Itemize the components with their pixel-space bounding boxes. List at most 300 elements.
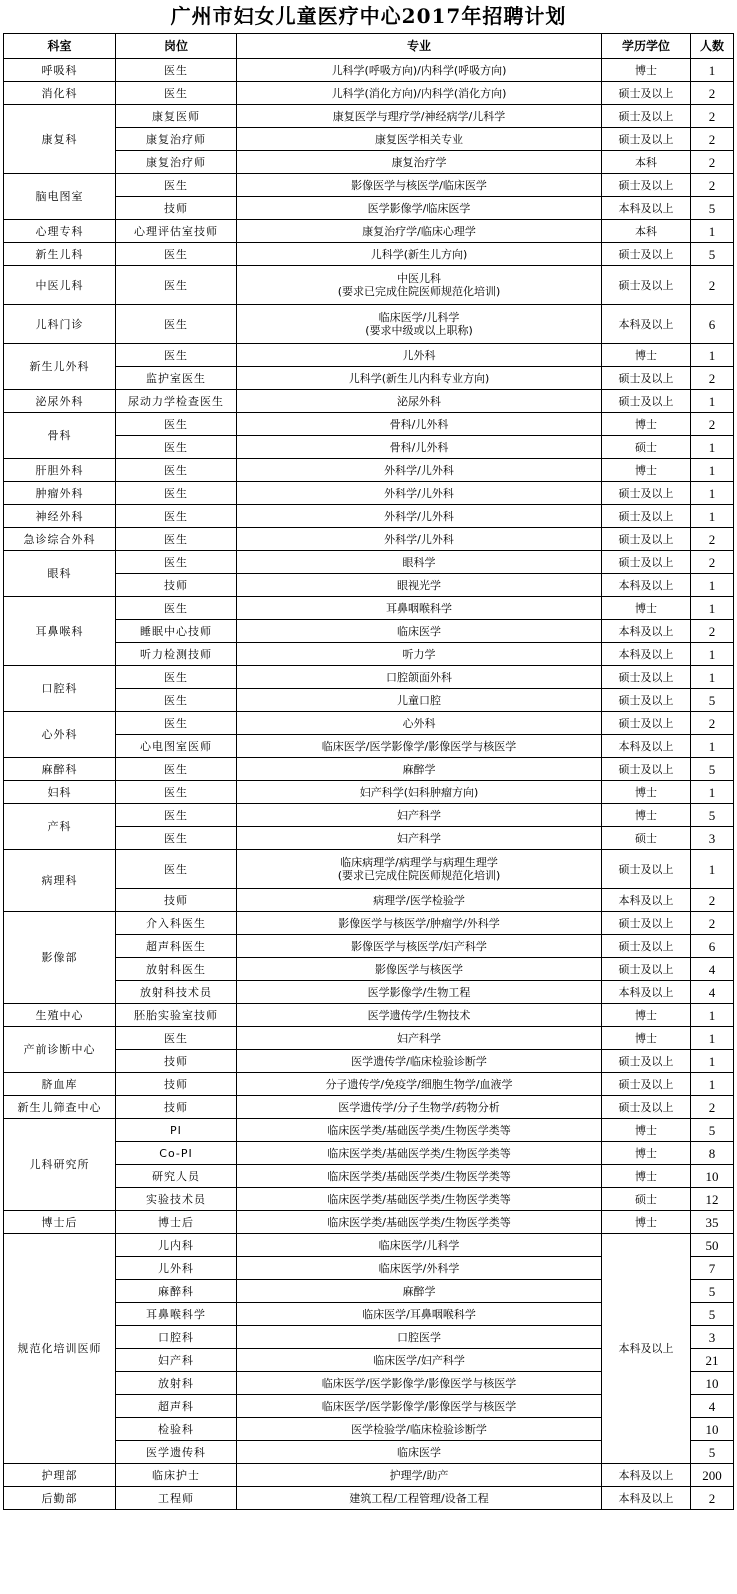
cell-post: 实验技术员 [116, 1188, 237, 1211]
cell-count: 5 [691, 804, 734, 827]
cell-post: 睡眠中心技师 [116, 620, 237, 643]
cell-major [237, 1395, 602, 1418]
cell-dept: 规范化培训医师 [4, 1234, 116, 1464]
cell-major [237, 620, 602, 643]
cell-degree: 硕士 [602, 1188, 691, 1211]
cell-post: 医生 [116, 82, 237, 105]
cell-count: 2 [691, 367, 734, 390]
cell-count: 50 [691, 1234, 734, 1257]
cell-major [237, 981, 602, 1004]
cell-major [237, 1165, 602, 1188]
cell-major [237, 1027, 602, 1050]
cell-degree: 硕士及以上 [602, 390, 691, 413]
cell-degree: 本科及以上 [602, 643, 691, 666]
cell-count: 1 [691, 643, 734, 666]
major-line: 临床医学类/基础医学类/生物医学类等 [327, 1192, 511, 1206]
cell-major [237, 781, 602, 804]
cell-dept: 妇科 [4, 781, 116, 804]
cell-post: 医生 [116, 505, 237, 528]
cell-major [237, 804, 602, 827]
cell-post: 胚胎实验室技师 [116, 1004, 237, 1027]
major-line: 建筑工程/工程管理/设备工程 [349, 1491, 489, 1505]
cell-count: 1 [691, 666, 734, 689]
cell-count: 2 [691, 1096, 734, 1119]
cell-count: 2 [691, 1487, 734, 1510]
major-line: 泌尿外科 [397, 394, 441, 408]
cell-dept: 产科 [4, 804, 116, 850]
cell-degree: 硕士及以上 [602, 758, 691, 781]
cell-dept: 新生儿外科 [4, 344, 116, 390]
cell-dept: 肝胆外科 [4, 459, 116, 482]
major-line: 外科学/儿外科 [384, 463, 454, 477]
cell-count: 7 [691, 1257, 734, 1280]
cell-post: 医生 [116, 174, 237, 197]
cell-post: 技师 [116, 197, 237, 220]
cell-count: 1 [691, 344, 734, 367]
cell-post: 医生 [116, 243, 237, 266]
major-line: 临床医学/儿科学 [378, 1238, 460, 1252]
cell-degree: 博士 [602, 1211, 691, 1234]
cell-degree: 硕士及以上 [602, 128, 691, 151]
table-row [4, 1027, 734, 1050]
cell-post: 医生 [116, 758, 237, 781]
cell-major [237, 1073, 602, 1096]
cell-degree: 本科及以上 [602, 574, 691, 597]
major-line: 妇产科学 [397, 808, 441, 822]
cell-count: 2 [691, 151, 734, 174]
cell-count: 2 [691, 174, 734, 197]
table-row [4, 781, 734, 804]
cell-count: 1 [691, 781, 734, 804]
cell-degree: 硕士及以上 [602, 935, 691, 958]
cell-dept: 神经外科 [4, 505, 116, 528]
major-line: 耳鼻咽喉科学 [386, 601, 452, 615]
cell-dept: 麻醉科 [4, 758, 116, 781]
cell-major [237, 197, 602, 220]
major-line: 医学影像学/临床医学 [367, 201, 471, 215]
cell-major [237, 1349, 602, 1372]
major-line: 康复医学与理疗学/神经病学/儿科学 [332, 109, 506, 123]
major-line: 临床医学/外科学 [378, 1261, 460, 1275]
cell-post: 麻醉科 [116, 1280, 237, 1303]
major-line: 医学影像学/生物工程 [367, 985, 471, 999]
cell-count: 1 [691, 850, 734, 889]
table-row [4, 413, 734, 436]
cell-post: 技师 [116, 889, 237, 912]
cell-count: 5 [691, 689, 734, 712]
cell-degree: 博士 [602, 804, 691, 827]
major-line: 临床医学/医学影像学/影像医学与核医学 [321, 1399, 517, 1413]
table-header-row [4, 34, 734, 59]
table-row [4, 666, 734, 689]
table-row [4, 344, 734, 367]
cell-count: 1 [691, 1004, 734, 1027]
cell-major [237, 482, 602, 505]
cell-degree: 硕士及以上 [602, 689, 691, 712]
major-line: 儿童口腔 [397, 693, 441, 707]
major-line: 临床医学类/基础医学类/生物医学类等 [327, 1146, 511, 1160]
cell-degree: 硕士及以上 [602, 82, 691, 105]
cell-post: 医生 [116, 666, 237, 689]
table-row [4, 390, 734, 413]
cell-post: 尿动力学检查医生 [116, 390, 237, 413]
cell-dept: 产前诊断中心 [4, 1027, 116, 1073]
cell-count: 5 [691, 1280, 734, 1303]
cell-post: 心电图室医师 [116, 735, 237, 758]
table-row [4, 1211, 734, 1234]
cell-count: 1 [691, 482, 734, 505]
table-row [4, 912, 734, 935]
cell-major [237, 689, 602, 712]
major-line: 外科学/儿外科 [384, 486, 454, 500]
cell-major [237, 105, 602, 128]
table-row [4, 59, 734, 82]
major-line: 病理学/医学检验学 [373, 893, 465, 907]
cell-count: 3 [691, 1326, 734, 1349]
cell-degree: 硕士及以上 [602, 912, 691, 935]
cell-degree: 本科及以上 [602, 889, 691, 912]
major-line: 医学检验学/临床检验诊断学 [351, 1422, 487, 1436]
major-line: 麻醉学 [402, 1284, 436, 1298]
major-line: 医学遗传学/分子生物学/药物分析 [338, 1100, 500, 1114]
cell-post: 技师 [116, 1050, 237, 1073]
major-line: 影像医学与核医学/肿瘤学/外科学 [338, 916, 500, 930]
cell-post: 医生 [116, 266, 237, 305]
cell-major [237, 1142, 602, 1165]
cell-dept: 影像部 [4, 912, 116, 1004]
major-line: 临床医学类/基础医学类/生物医学类等 [327, 1169, 511, 1183]
cell-count: 2 [691, 551, 734, 574]
major-line: 医学遗传学/临床检验诊断学 [351, 1054, 487, 1068]
cell-post: 医生 [116, 436, 237, 459]
table-row [4, 1487, 734, 1510]
table-row [4, 174, 734, 197]
cell-major [237, 220, 602, 243]
cell-post: 检验科 [116, 1418, 237, 1441]
major-note: (要求已完成住院医师规范化培训) [337, 869, 501, 882]
cell-count: 1 [691, 390, 734, 413]
cell-major [237, 1418, 602, 1441]
cell-count: 5 [691, 1303, 734, 1326]
major-line: 护理学/助产 [389, 1468, 449, 1482]
cell-post: Co-PI [116, 1142, 237, 1165]
cell-degree: 博士 [602, 59, 691, 82]
cell-count: 1 [691, 459, 734, 482]
table-row [4, 266, 734, 305]
cell-count: 2 [691, 620, 734, 643]
cell-dept: 急诊综合外科 [4, 528, 116, 551]
cell-degree: 本科及以上 [602, 1487, 691, 1510]
cell-degree: 硕士及以上 [602, 666, 691, 689]
cell-count: 1 [691, 1073, 734, 1096]
cell-count: 1 [691, 597, 734, 620]
table-row [4, 1464, 734, 1487]
cell-major [237, 643, 602, 666]
major-line: 妇产科学(妇科肿瘤方向) [359, 785, 479, 799]
cell-degree: 本科及以上 [602, 735, 691, 758]
cell-post: 放射科 [116, 1372, 237, 1395]
cell-major [237, 266, 602, 305]
major-line: 临床医学 [397, 624, 441, 638]
table-row [4, 528, 734, 551]
cell-post: 医生 [116, 459, 237, 482]
cell-degree: 硕士及以上 [602, 1050, 691, 1073]
cell-count: 6 [691, 305, 734, 344]
cell-post: 放射科技术员 [116, 981, 237, 1004]
cell-degree: 硕士及以上 [602, 850, 691, 889]
major-line: 口腔颌面外科 [386, 670, 452, 684]
cell-dept: 口腔科 [4, 666, 116, 712]
major-line: 临床医学 [397, 1445, 441, 1459]
cell-major [237, 82, 602, 105]
table-row [4, 850, 734, 889]
cell-dept: 儿科研究所 [4, 1119, 116, 1211]
cell-post: 耳鼻喉科学 [116, 1303, 237, 1326]
cell-dept: 泌尿外科 [4, 390, 116, 413]
cell-post: 康复治疗师 [116, 128, 237, 151]
cell-count: 3 [691, 827, 734, 850]
cell-dept: 眼科 [4, 551, 116, 597]
cell-major [237, 889, 602, 912]
table-row [4, 1073, 734, 1096]
cell-major [237, 1441, 602, 1464]
cell-post: 医生 [116, 413, 237, 436]
table-row [4, 220, 734, 243]
cell-count: 10 [691, 1165, 734, 1188]
cell-post: 听力检测技师 [116, 643, 237, 666]
cell-major [237, 958, 602, 981]
cell-degree: 博士 [602, 1142, 691, 1165]
cell-degree: 本科及以上 [602, 1234, 691, 1464]
cell-dept: 护理部 [4, 1464, 116, 1487]
major-line: 骨科/儿外科 [389, 417, 449, 431]
cell-count: 2 [691, 712, 734, 735]
cell-major [237, 1004, 602, 1027]
table-row [4, 1096, 734, 1119]
cell-post: 技师 [116, 1096, 237, 1119]
cell-degree: 本科及以上 [602, 981, 691, 1004]
cell-dept: 心理专科 [4, 220, 116, 243]
table-row [4, 1119, 734, 1142]
cell-post: 妇产科 [116, 1349, 237, 1372]
major-line: 麻醉学 [402, 762, 436, 776]
major-line: 影像医学与核医学/临床医学 [351, 178, 487, 192]
major-line: 骨科/儿外科 [389, 440, 449, 454]
cell-degree: 博士 [602, 781, 691, 804]
cell-degree: 博士 [602, 1004, 691, 1027]
major-line: 儿科学(新生儿内科专业方向) [348, 371, 490, 385]
cell-major [237, 1326, 602, 1349]
cell-count: 21 [691, 1349, 734, 1372]
cell-major [237, 574, 602, 597]
cell-degree: 硕士及以上 [602, 243, 691, 266]
recruitment-table [3, 33, 734, 1510]
major-line: 儿外科 [402, 348, 436, 362]
cell-degree: 本科及以上 [602, 197, 691, 220]
cell-major [237, 367, 602, 390]
cell-degree: 硕士及以上 [602, 958, 691, 981]
major-line: 分子遗传学/免疫学/细胞生物学/血液学 [325, 1077, 513, 1091]
cell-degree: 硕士及以上 [602, 105, 691, 128]
cell-post: 医生 [116, 528, 237, 551]
cell-post: 医生 [116, 59, 237, 82]
cell-dept: 心外科 [4, 712, 116, 758]
cell-post: 医生 [116, 305, 237, 344]
cell-count: 10 [691, 1418, 734, 1441]
header-count: 人数 [691, 34, 734, 59]
cell-major [237, 712, 602, 735]
cell-count: 10 [691, 1372, 734, 1395]
cell-major [237, 243, 602, 266]
cell-count: 1 [691, 1027, 734, 1050]
cell-count: 2 [691, 413, 734, 436]
major-line: 妇产科学 [397, 1031, 441, 1045]
major-line: 妇产科学 [397, 831, 441, 845]
cell-degree: 硕士及以上 [602, 505, 691, 528]
major-line: 医学遗传学/生物技术 [367, 1008, 471, 1022]
cell-dept: 消化科 [4, 82, 116, 105]
cell-post: 医生 [116, 850, 237, 889]
header-degree: 学历学位 [602, 34, 691, 59]
cell-degree: 硕士 [602, 827, 691, 850]
major-line: 儿科学(消化方向)/内科学(消化方向) [331, 86, 507, 100]
table-row [4, 597, 734, 620]
cell-major [237, 505, 602, 528]
major-line: 康复医学相关专业 [375, 132, 463, 146]
cell-major [237, 1188, 602, 1211]
cell-degree: 博士 [602, 1165, 691, 1188]
table-body [4, 59, 734, 1510]
cell-major [237, 436, 602, 459]
cell-major [237, 1372, 602, 1395]
cell-dept: 耳鼻喉科 [4, 597, 116, 666]
cell-dept: 中医儿科 [4, 266, 116, 305]
cell-post: 医生 [116, 689, 237, 712]
cell-post: 康复医师 [116, 105, 237, 128]
cell-post: 医生 [116, 551, 237, 574]
cell-count: 4 [691, 958, 734, 981]
cell-degree: 硕士及以上 [602, 1073, 691, 1096]
cell-major [237, 151, 602, 174]
cell-count: 5 [691, 243, 734, 266]
cell-count: 5 [691, 197, 734, 220]
cell-major [237, 1234, 602, 1257]
cell-degree: 博士 [602, 597, 691, 620]
table-row [4, 1004, 734, 1027]
major-line: 眼科学 [402, 555, 436, 569]
table-row [4, 712, 734, 735]
major-line: 临床医学/儿科学 [378, 311, 460, 324]
cell-post: 介入科医生 [116, 912, 237, 935]
cell-count: 2 [691, 912, 734, 935]
cell-dept: 博士后 [4, 1211, 116, 1234]
cell-count: 1 [691, 220, 734, 243]
cell-count: 8 [691, 1142, 734, 1165]
cell-major [237, 1211, 602, 1234]
cell-dept: 骨科 [4, 413, 116, 459]
major-line: 临床医学/妇产科学 [373, 1353, 465, 1367]
major-line: 口腔医学 [397, 1330, 441, 1344]
cell-dept: 呼吸科 [4, 59, 116, 82]
cell-post: 医生 [116, 482, 237, 505]
cell-dept: 肿瘤外科 [4, 482, 116, 505]
cell-dept: 康复科 [4, 105, 116, 174]
major-note: (要求中级或以上职称) [365, 324, 473, 337]
cell-count: 12 [691, 1188, 734, 1211]
cell-degree: 硕士及以上 [602, 528, 691, 551]
major-line: 临床医学类/基础医学类/生物医学类等 [327, 1215, 511, 1229]
table-row [4, 243, 734, 266]
cell-count: 5 [691, 1441, 734, 1464]
cell-degree: 硕士及以上 [602, 551, 691, 574]
table-row [4, 305, 734, 344]
cell-major [237, 1487, 602, 1510]
major-line: 外科学/儿外科 [384, 509, 454, 523]
header-major: 专业 [237, 34, 602, 59]
cell-degree: 硕士及以上 [602, 1096, 691, 1119]
cell-count: 2 [691, 82, 734, 105]
cell-degree: 本科及以上 [602, 1464, 691, 1487]
cell-major [237, 1464, 602, 1487]
cell-count: 1 [691, 436, 734, 459]
major-line: 儿科学(呼吸方向)/内科学(呼吸方向) [331, 63, 507, 77]
cell-degree: 博士 [602, 344, 691, 367]
cell-count: 5 [691, 758, 734, 781]
cell-count: 6 [691, 935, 734, 958]
cell-major [237, 390, 602, 413]
cell-post: 医生 [116, 827, 237, 850]
cell-count: 4 [691, 981, 734, 1004]
cell-major [237, 597, 602, 620]
cell-post: 医生 [116, 1027, 237, 1050]
cell-dept: 儿科门诊 [4, 305, 116, 344]
cell-major [237, 850, 602, 889]
table-row [4, 482, 734, 505]
cell-major [237, 344, 602, 367]
cell-post: 康复治疗师 [116, 151, 237, 174]
major-line: 临床医学/医学影像学/影像医学与核医学 [321, 1376, 517, 1390]
cell-count: 1 [691, 59, 734, 82]
cell-major [237, 128, 602, 151]
cell-major [237, 1303, 602, 1326]
cell-major [237, 459, 602, 482]
cell-degree: 本科 [602, 151, 691, 174]
major-line: 康复治疗学 [391, 155, 447, 169]
cell-major [237, 735, 602, 758]
cell-degree: 硕士及以上 [602, 482, 691, 505]
cell-post: 超声科 [116, 1395, 237, 1418]
cell-post: 研究人员 [116, 1165, 237, 1188]
cell-post: 技师 [116, 574, 237, 597]
cell-count: 2 [691, 528, 734, 551]
cell-count: 35 [691, 1211, 734, 1234]
cell-count: 2 [691, 128, 734, 151]
cell-degree: 本科及以上 [602, 620, 691, 643]
cell-major [237, 1096, 602, 1119]
cell-post: 医生 [116, 344, 237, 367]
cell-dept: 新生儿科 [4, 243, 116, 266]
cell-degree: 博士 [602, 1119, 691, 1142]
cell-post: 医生 [116, 804, 237, 827]
page-title: 广州市妇女儿童医疗中心2017年招聘计划 [170, 4, 567, 28]
cell-degree: 博士 [602, 413, 691, 436]
cell-major [237, 59, 602, 82]
cell-post: 医生 [116, 597, 237, 620]
cell-post: 工程师 [116, 1487, 237, 1510]
cell-post: 临床护士 [116, 1464, 237, 1487]
cell-count: 200 [691, 1464, 734, 1487]
cell-degree: 硕士及以上 [602, 712, 691, 735]
